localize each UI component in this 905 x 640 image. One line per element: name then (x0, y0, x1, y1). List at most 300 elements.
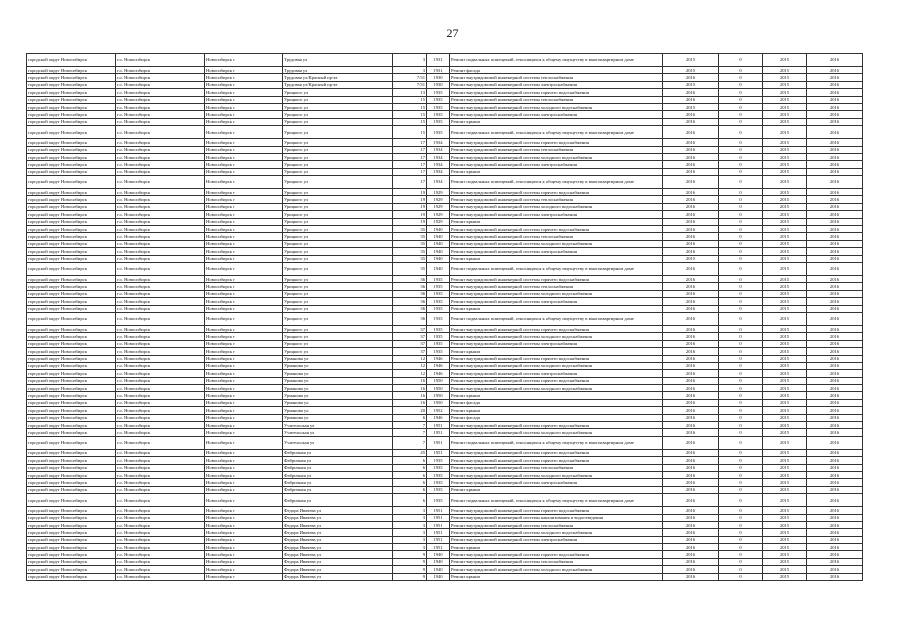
district-cell: городской округ Новосибирск (27, 340, 116, 347)
amount-cell: 0 (719, 536, 763, 543)
house-cell: 36 (393, 298, 427, 305)
work-type-cell: Ремонт внутридомовой инженерной системы холодного водоснабжения (450, 429, 663, 436)
period-end-cell: 2016 (807, 340, 863, 347)
district-cell: городской округ Новосибирск (27, 449, 116, 456)
table-row (27, 126, 863, 139)
period-start-cell: 2015 (763, 233, 807, 240)
table-row (27, 566, 863, 573)
year-built-cell: 1951 (427, 449, 450, 456)
street-cell: Урицкого ул (283, 262, 393, 275)
city-cell: Новосибирск г (205, 103, 283, 110)
amount-cell: 0 (719, 449, 763, 456)
amount-cell: 0 (719, 233, 763, 240)
start-year-cell: 2016 (663, 74, 719, 81)
district-cell: городской округ Новосибирск (27, 54, 116, 67)
period-start-cell: 2015 (763, 189, 807, 196)
amount-cell: 0 (719, 255, 763, 262)
period-end-cell: 2016 (807, 248, 863, 255)
period-start-cell: 2015 (763, 436, 807, 449)
district-cell: городской округ Новосибирск (27, 248, 116, 255)
period-start-cell: 2015 (763, 211, 807, 218)
table-row (27, 168, 863, 175)
district-cell: городской округ Новосибирск (27, 414, 116, 421)
work-type-cell: Ремонт фасада (450, 414, 663, 421)
table-row (27, 422, 863, 429)
street-cell: Урицкого ул (283, 118, 393, 125)
district-cell: городской округ Новосибирск (27, 333, 116, 340)
house-cell: 6 (393, 471, 427, 478)
street-cell: Урицкого ул (283, 189, 393, 196)
table-row (27, 275, 863, 282)
work-type-cell: Ремонт внутридомовой инженерной системы электроснабжения (450, 161, 663, 168)
street-cell: Федора Ивачева ул (283, 551, 393, 558)
year-built-cell: 1951 (427, 529, 450, 536)
table-row (27, 370, 863, 377)
period-start-cell: 2015 (763, 283, 807, 290)
work-type-cell: Ремонт внутридомовой инженерной системы горячего водоснабжения (450, 355, 663, 362)
city-cell: Новосибирск г (205, 566, 283, 573)
district-cell: городской округ Новосибирск (27, 471, 116, 478)
amount-cell: 0 (719, 118, 763, 125)
start-year-cell: 2016 (663, 189, 719, 196)
period-end-cell: 2016 (807, 325, 863, 332)
period-start-cell: 2015 (763, 422, 807, 429)
house-cell: 9 (393, 558, 427, 565)
period-start-cell: 2015 (763, 218, 807, 225)
district-cell: городской округ Новосибирск (27, 457, 116, 464)
table-row (27, 218, 863, 225)
municipality-cell: г.о. Новосибирск (116, 362, 205, 369)
table-row (27, 355, 863, 362)
period-start-cell: 2015 (763, 96, 807, 103)
house-cell: 17 (393, 161, 427, 168)
amount-cell: 0 (719, 161, 763, 168)
house-cell: 35 (393, 240, 427, 247)
street-cell: Урицкого ул (283, 305, 393, 312)
table-row (27, 54, 863, 67)
period-end-cell: 2016 (807, 312, 863, 325)
district-cell: городской округ Новосибирск (27, 551, 116, 558)
period-end-cell: 2016 (807, 422, 863, 429)
table-row (27, 255, 863, 262)
period-end-cell: 2016 (807, 521, 863, 528)
city-cell: Новосибирск г (205, 536, 283, 543)
work-type-cell: Ремонт внутридомовой инженерной системы холодного водоснабжения (450, 385, 663, 392)
year-built-cell: 1935 (427, 89, 450, 96)
district-cell: городской округ Новосибирск (27, 325, 116, 332)
year-built-cell: 1929 (427, 196, 450, 203)
work-type-cell: Ремонт внутридомовой инженерной системы электроснабжения (450, 536, 663, 543)
city-cell: Новосибирск г (205, 211, 283, 218)
house-cell: 12 (393, 370, 427, 377)
period-start-cell: 2015 (763, 479, 807, 486)
city-cell: Новосибирск г (205, 189, 283, 196)
year-built-cell: 1951 (427, 436, 450, 449)
work-type-cell: Ремонт фасада (450, 67, 663, 74)
year-built-cell: 1935 (427, 471, 450, 478)
house-cell: 3 (393, 507, 427, 514)
table-row (27, 67, 863, 74)
table-row (27, 436, 863, 449)
period-end-cell: 2016 (807, 139, 863, 146)
city-cell: Новосибирск г (205, 370, 283, 377)
street-cell: Урицкого ул (283, 348, 393, 355)
city-cell: Новосибирск г (205, 399, 283, 406)
period-start-cell: 2015 (763, 414, 807, 421)
period-start-cell: 2015 (763, 262, 807, 275)
district-cell: городской округ Новосибирск (27, 126, 116, 139)
city-cell: Новосибирск г (205, 203, 283, 210)
year-built-cell: 1940 (427, 233, 450, 240)
street-cell: Урманова ул (283, 407, 393, 414)
district-cell: городской округ Новосибирск (27, 118, 116, 125)
district-cell: городской округ Новосибирск (27, 211, 116, 218)
district-cell: городской округ Новосибирск (27, 139, 116, 146)
table-row (27, 298, 863, 305)
house-cell: 6 (393, 457, 427, 464)
street-cell: Федора Ивачева ул (283, 514, 393, 521)
start-year-cell: 2016 (663, 218, 719, 225)
period-end-cell: 2016 (807, 283, 863, 290)
municipality-cell: г.о. Новосибирск (116, 407, 205, 414)
municipality-cell: г.о. Новосибирск (116, 275, 205, 282)
city-cell: Новосибирск г (205, 305, 283, 312)
municipality-cell: г.о. Новосибирск (116, 494, 205, 507)
start-year-cell: 2016 (663, 153, 719, 160)
municipality-cell: г.о. Новосибирск (116, 536, 205, 543)
municipality-cell: г.о. Новосибирск (116, 161, 205, 168)
street-cell: Урицкого ул (283, 325, 393, 332)
municipality-cell: г.о. Новосибирск (116, 176, 205, 189)
work-type-cell: Ремонт внутридомовой инженерной системы теплоснабжения (450, 96, 663, 103)
table-row (27, 203, 863, 210)
amount-cell: 0 (719, 529, 763, 536)
city-cell: Новосибирск г (205, 529, 283, 536)
start-year-cell: 2016 (663, 392, 719, 399)
year-built-cell: 1950 (427, 392, 450, 399)
work-type-cell: Ремонт крыши (450, 486, 663, 493)
period-end-cell: 2016 (807, 471, 863, 478)
municipality-cell: г.о. Новосибирск (116, 248, 205, 255)
period-end-cell: 2016 (807, 529, 863, 536)
start-year-cell: 2016 (663, 573, 719, 580)
municipality-cell: г.о. Новосибирск (116, 126, 205, 139)
municipality-cell: г.о. Новосибирск (116, 514, 205, 521)
district-cell: городской округ Новосибирск (27, 176, 116, 189)
period-end-cell: 2016 (807, 74, 863, 81)
city-cell: Новосибирск г (205, 486, 283, 493)
table-row (27, 96, 863, 103)
district-cell: городской округ Новосибирск (27, 429, 116, 436)
period-end-cell: 2016 (807, 226, 863, 233)
house-cell: 16 (393, 385, 427, 392)
table-row (27, 196, 863, 203)
city-cell: Новосибирск г (205, 521, 283, 528)
district-cell: городской округ Новосибирск (27, 573, 116, 580)
table-row (27, 558, 863, 565)
year-built-cell: 1940 (427, 566, 450, 573)
municipality-cell: г.о. Новосибирск (116, 118, 205, 125)
city-cell: Новосибирск г (205, 333, 283, 340)
city-cell: Новосибирск г (205, 392, 283, 399)
period-end-cell: 2016 (807, 81, 863, 88)
work-type-cell: Ремонт внутридомовой инженерной системы горячего водоснабжения (450, 226, 663, 233)
period-start-cell: 2015 (763, 514, 807, 521)
house-cell: 7/31 (393, 81, 427, 88)
start-year-cell: 2016 (663, 507, 719, 514)
year-built-cell: 1935 (427, 464, 450, 471)
district-cell: городской округ Новосибирск (27, 226, 116, 233)
start-year-cell: 2016 (663, 370, 719, 377)
street-cell: Федора Ивачева ул (283, 521, 393, 528)
municipality-cell: г.о. Новосибирск (116, 168, 205, 175)
city-cell: Новосибирск г (205, 96, 283, 103)
amount-cell: 0 (719, 298, 763, 305)
period-end-cell: 2016 (807, 494, 863, 507)
table-row (27, 407, 863, 414)
year-built-cell: 1940 (427, 551, 450, 558)
period-end-cell: 2016 (807, 161, 863, 168)
start-year-cell: 2016 (663, 494, 719, 507)
amount-cell: 0 (719, 226, 763, 233)
municipality-cell: г.о. Новосибирск (116, 74, 205, 81)
year-built-cell: 1946 (427, 414, 450, 421)
district-cell: городской округ Новосибирск (27, 521, 116, 528)
house-cell: 16 (393, 399, 427, 406)
district-cell: городской округ Новосибирск (27, 103, 116, 110)
district-cell: городской округ Новосибирск (27, 407, 116, 414)
start-year-cell: 2015 (663, 67, 719, 74)
street-cell: Урицкого ул (283, 240, 393, 247)
table-row (27, 429, 863, 436)
table-row (27, 139, 863, 146)
street-cell: Урманова ул (283, 355, 393, 362)
street-cell: Фабричная ул (283, 494, 393, 507)
start-year-cell: 2016 (663, 96, 719, 103)
period-start-cell: 2015 (763, 558, 807, 565)
work-type-cell: Ремонт внутридомовой инженерной системы теплоснабжения (450, 233, 663, 240)
work-type-cell: Ремонт крыши (450, 255, 663, 262)
city-cell: Новосибирск г (205, 551, 283, 558)
start-year-cell: 2016 (663, 529, 719, 536)
start-year-cell: 2016 (663, 422, 719, 429)
house-cell: 35 (393, 233, 427, 240)
period-start-cell: 2015 (763, 176, 807, 189)
street-cell: Урицкого ул (283, 255, 393, 262)
period-end-cell: 2016 (807, 436, 863, 449)
amount-cell: 0 (719, 422, 763, 429)
table-row (27, 118, 863, 125)
period-end-cell: 2016 (807, 67, 863, 74)
table-row (27, 464, 863, 471)
city-cell: Новосибирск г (205, 218, 283, 225)
house-cell: 35 (393, 248, 427, 255)
city-cell: Новосибирск г (205, 81, 283, 88)
start-year-cell: 2016 (663, 226, 719, 233)
start-year-cell: 2016 (663, 348, 719, 355)
period-start-cell: 2015 (763, 407, 807, 414)
work-type-cell: Ремонт внутридомовой инженерной системы теплоснабжения (450, 146, 663, 153)
period-end-cell: 2016 (807, 126, 863, 139)
municipality-cell: г.о. Новосибирск (116, 449, 205, 456)
start-year-cell: 2016 (663, 471, 719, 478)
district-cell: городской округ Новосибирск (27, 96, 116, 103)
work-type-cell: Ремонт внутридомовой инженерной системы горячего водоснабжения (450, 422, 663, 429)
amount-cell: 0 (719, 457, 763, 464)
repair-register-table (26, 53, 863, 581)
table-row (27, 536, 863, 543)
work-type-cell: Ремонт подвальных помещений, относящихся к общему имуществу в многоквартирном доме (450, 176, 663, 189)
city-cell: Новосибирск г (205, 74, 283, 81)
work-type-cell: Ремонт крыши (450, 573, 663, 580)
amount-cell: 0 (719, 494, 763, 507)
start-year-cell: 2016 (663, 240, 719, 247)
work-type-cell: Ремонт внутридомовой инженерной системы канализования и водоотведения (450, 514, 663, 521)
work-type-cell: Ремонт внутридомовой инженерной системы горячего водоснабжения (450, 377, 663, 384)
municipality-cell: г.о. Новосибирск (116, 153, 205, 160)
city-cell: Новосибирск г (205, 471, 283, 478)
year-built-cell: 1935 (427, 494, 450, 507)
work-type-cell: Ремонт внутридомовой инженерной системы холодного водоснабжения (450, 471, 663, 478)
table-row (27, 325, 863, 332)
year-built-cell: 1935 (427, 126, 450, 139)
municipality-cell: г.о. Новосибирск (116, 457, 205, 464)
municipality-cell: г.о. Новосибирск (116, 486, 205, 493)
table-row (27, 240, 863, 247)
house-cell: 6 (393, 414, 427, 421)
year-built-cell: 1935 (427, 283, 450, 290)
municipality-cell: г.о. Новосибирск (116, 111, 205, 118)
table-row (27, 449, 863, 456)
start-year-cell: 2016 (663, 176, 719, 189)
period-end-cell: 2016 (807, 153, 863, 160)
start-year-cell: 2016 (663, 362, 719, 369)
city-cell: Новосибирск г (205, 146, 283, 153)
start-year-cell: 2016 (663, 168, 719, 175)
house-cell: 16 (393, 377, 427, 384)
table-row (27, 305, 863, 312)
work-type-cell: Ремонт внутридомовой инженерной системы холодного водоснабжения (450, 103, 663, 110)
period-start-cell: 2015 (763, 240, 807, 247)
house-cell: 36 (393, 312, 427, 325)
municipality-cell: г.о. Новосибирск (116, 566, 205, 573)
start-year-cell: 2016 (663, 333, 719, 340)
district-cell: городской округ Новосибирск (27, 298, 116, 305)
period-end-cell: 2016 (807, 203, 863, 210)
period-end-cell: 2016 (807, 196, 863, 203)
city-cell: Новосибирск г (205, 449, 283, 456)
amount-cell: 0 (719, 312, 763, 325)
municipality-cell: г.о. Новосибирск (116, 370, 205, 377)
city-cell: Новосибирск г (205, 248, 283, 255)
municipality-cell: г.о. Новосибирск (116, 312, 205, 325)
street-cell: Урманова ул (283, 377, 393, 384)
street-cell: Урицкого ул (283, 161, 393, 168)
house-cell: 35 (393, 262, 427, 275)
work-type-cell: Ремонт внутридомовой инженерной системы теплоснабжения (450, 521, 663, 528)
street-cell: Урицкого ул (283, 312, 393, 325)
house-cell: 19 (393, 196, 427, 203)
table-row (27, 81, 863, 88)
start-year-cell: 2016 (663, 399, 719, 406)
house-cell: 19 (393, 189, 427, 196)
house-cell: 37 (393, 340, 427, 347)
start-year-cell: 2016 (663, 298, 719, 305)
table-row (27, 544, 863, 551)
amount-cell: 0 (719, 111, 763, 118)
start-year-cell: 2016 (663, 436, 719, 449)
street-cell: Урицкого ул (283, 211, 393, 218)
table-row (27, 521, 863, 528)
period-start-cell: 2015 (763, 226, 807, 233)
district-cell: городской округ Новосибирск (27, 370, 116, 377)
city-cell: Новосибирск г (205, 118, 283, 125)
work-type-cell: Ремонт подвальных помещений, относящихся к общему имуществу в многоквартирном доме (450, 54, 663, 67)
period-end-cell: 2016 (807, 103, 863, 110)
period-end-cell: 2016 (807, 168, 863, 175)
street-cell: Урицкого ул (283, 103, 393, 110)
house-cell: 9 (393, 551, 427, 558)
district-cell: городской округ Новосибирск (27, 392, 116, 399)
work-type-cell: Ремонт внутридомовой инженерной системы электроснабжения (450, 370, 663, 377)
period-start-cell: 2015 (763, 153, 807, 160)
municipality-cell: г.о. Новосибирск (116, 377, 205, 384)
city-cell: Новосибирск г (205, 362, 283, 369)
work-type-cell: Ремонт внутридомовой инженерной системы холодного водоснабжения (450, 290, 663, 297)
work-type-cell: Ремонт подвальных помещений, относящихся к общему имуществу в многоквартирном доме (450, 312, 663, 325)
period-end-cell: 2016 (807, 176, 863, 189)
district-cell: городской округ Новосибирск (27, 514, 116, 521)
start-year-cell: 2016 (663, 233, 719, 240)
amount-cell: 0 (719, 54, 763, 67)
district-cell: городской округ Новосибирск (27, 74, 116, 81)
period-end-cell: 2016 (807, 457, 863, 464)
work-type-cell: Ремонт крыши (450, 348, 663, 355)
city-cell: Новосибирск г (205, 139, 283, 146)
amount-cell: 0 (719, 414, 763, 421)
period-end-cell: 2016 (807, 429, 863, 436)
table-row (27, 333, 863, 340)
district-cell: городской округ Новосибирск (27, 312, 116, 325)
work-type-cell: Ремонт внутридомовой инженерной системы теплоснабжения (450, 558, 663, 565)
street-cell: Учительская ул (283, 429, 393, 436)
district-cell: городской округ Новосибирск (27, 536, 116, 543)
house-cell: 6 (393, 464, 427, 471)
start-year-cell: 2016 (663, 514, 719, 521)
period-end-cell: 2016 (807, 111, 863, 118)
house-cell: 36 (393, 275, 427, 282)
street-cell: Трудовая ул (283, 67, 393, 74)
district-cell: городской округ Новосибирск (27, 255, 116, 262)
street-cell: Трудовая ул/Красный пр-кт (283, 74, 393, 81)
amount-cell: 0 (719, 275, 763, 282)
amount-cell: 0 (719, 189, 763, 196)
work-type-cell: Ремонт внутридомовой инженерной системы теплоснабжения (450, 283, 663, 290)
street-cell: Урманова ул (283, 414, 393, 421)
amount-cell: 0 (719, 566, 763, 573)
municipality-cell: г.о. Новосибирск (116, 544, 205, 551)
table-row (27, 340, 863, 347)
amount-cell: 0 (719, 486, 763, 493)
house-cell: 19 (393, 218, 427, 225)
work-type-cell: Ремонт внутридомовой инженерной системы горячего водоснабжения (450, 139, 663, 146)
start-year-cell: 2016 (663, 544, 719, 551)
house-cell: 3 (393, 514, 427, 521)
table-row (27, 348, 863, 355)
amount-cell: 0 (719, 146, 763, 153)
year-built-cell: 1934 (427, 146, 450, 153)
year-built-cell: 1929 (427, 189, 450, 196)
